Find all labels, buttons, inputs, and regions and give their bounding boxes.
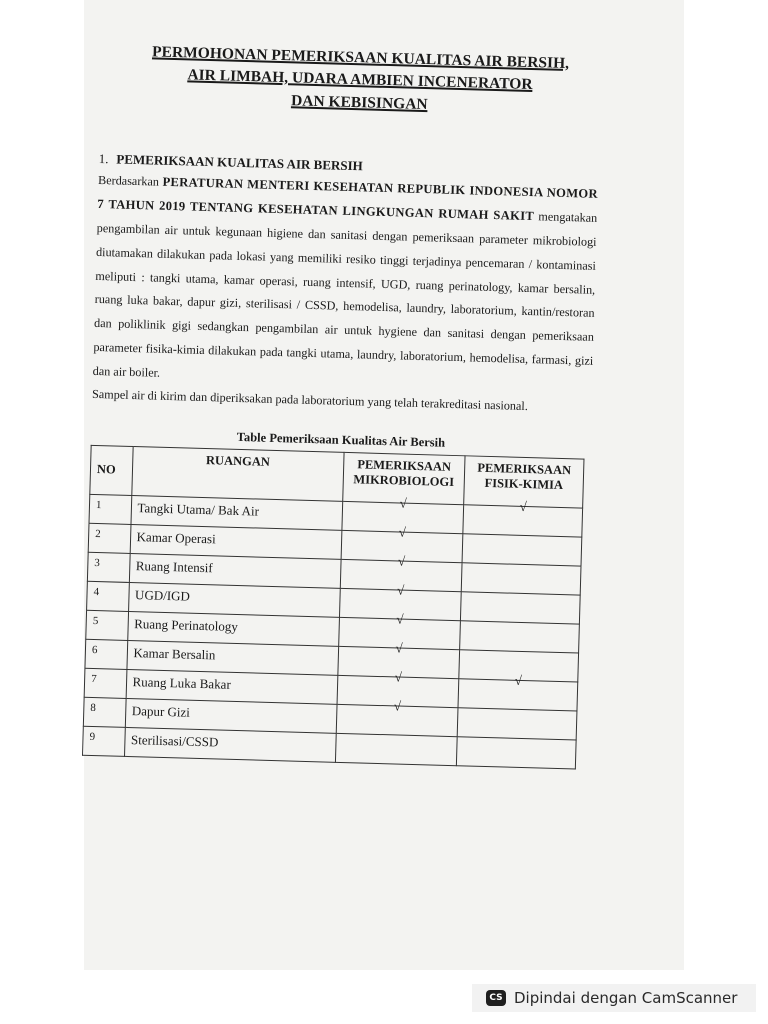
row-ruangan: Sterilisasi/CSSD <box>124 727 336 762</box>
check-mark-icon: √ <box>394 669 403 685</box>
document-content <box>82 40 602 769</box>
watermark-text: Dipindai dengan CamScanner <box>514 989 738 1007</box>
cell-fisik-kimia <box>463 498 583 536</box>
paragraph-intro: Berdasarkan <box>97 173 160 190</box>
cell-fisik-kimia <box>461 591 581 623</box>
title-line-1: PERMOHONAN PEMERIKSAAN KUALITAS AIR BERSIH, <box>151 43 570 73</box>
water-quality-table <box>82 444 584 769</box>
check-mark-icon: √ <box>395 640 403 656</box>
check-mark-icon: √ <box>398 524 407 540</box>
row-ruangan: Kamar Operasi <box>130 524 342 559</box>
check-mark-icon: √ <box>519 498 527 514</box>
row-ruangan: UGD/IGD <box>128 582 340 617</box>
row-number: 6 <box>85 639 127 669</box>
header-ruangan: RUANGAN <box>131 446 344 501</box>
title-line-3: DAN KEBISINGAN <box>290 92 428 114</box>
table-caption: Table Pemeriksaan Kualitas Air Bersih <box>236 429 446 450</box>
row-number: 7 <box>84 668 126 698</box>
title-line-2: AIR LIMBAH, UDARA AMBIEN INCENERATOR <box>187 66 533 94</box>
row-number: 4 <box>87 581 129 611</box>
row-ruangan: Ruang Luka Bakar <box>126 669 338 704</box>
paragraph-body: mengatakan pengambilan air untuk kegunaan higiene dan sanitasi dengan pemeriksaan parameter mikrobiologi diutamakan dilakukan pada lokasi yang memiliki resiko tinggi terjadinya pencemaran / kontaminasi meliputi : tangki utama, kamar operasi, ruang intensif, UGD, ruang perinatology, kamar bersalin, ruang luka bakar, dapur gizi, sterilisasi / CSSD, hemodelisa, laundry, laboratorium, kantin/restoran dan poliklinik gigi sedangkan pengambilan air untuk hygiene dan sanitasi dengan pemeriksaan parameter fisika-kimia dilakukan pada tangki utama, laundry, laboratorium, hemodelisa, farmasi, gizi dan air boiler. <box>92 209 598 380</box>
header-fisik-kimia: PEMERIKSAAN FISIK-KIMIA <box>464 455 584 507</box>
row-number: 1 <box>89 494 131 524</box>
header-mikrobiologi: PEMERIKSAAN MIKROBIOLOGI <box>343 452 466 504</box>
scanned-page <box>84 0 684 970</box>
row-ruangan: Ruang Perinatology <box>127 611 339 646</box>
row-ruangan: Kamar Bersalin <box>126 640 338 675</box>
cell-fisik-kimia <box>462 533 582 565</box>
check-mark-icon: √ <box>393 697 402 714</box>
sample-note: Sampel air di kirim dan diperiksakan pada laboratorium yang telah terakreditasi nasional. <box>91 386 529 413</box>
regulation-reference: PERATURAN MENTERI KESEHATAN REPUBLIK INDONESIA NOMOR 7 TAHUN 2019 TENTANG KESEHATAN LINGKUNGAN RUMAH SAKIT <box>97 175 599 224</box>
header-no: NO <box>90 445 133 495</box>
row-number: 5 <box>86 610 128 640</box>
cell-fisik-kimia <box>460 620 580 652</box>
section-paragraph <box>92 169 598 397</box>
camscanner-watermark <box>472 984 756 1012</box>
row-number: 2 <box>88 523 130 553</box>
cell-fisik-kimia <box>456 736 576 768</box>
cell-mikrobiologi <box>335 733 457 765</box>
table-body <box>83 494 583 769</box>
cell-fisik-kimia <box>461 562 581 594</box>
check-mark-icon: √ <box>397 553 406 569</box>
row-ruangan: Tangki Utama/ Bak Air <box>131 495 343 530</box>
section-title: PEMERIKSAAN KUALITAS AIR BERSIH <box>116 151 363 174</box>
row-ruangan: Dapur Gizi <box>125 698 337 733</box>
cell-mikrobiologi <box>336 697 458 736</box>
cell-fisik-kimia <box>458 672 578 710</box>
row-number: 9 <box>83 726 125 756</box>
row-number: 3 <box>87 552 129 582</box>
row-ruangan: Ruang Intensif <box>129 553 341 588</box>
check-mark-icon: √ <box>396 611 404 627</box>
row-number: 8 <box>83 697 125 727</box>
section-number: 1. <box>98 151 109 167</box>
cell-fisik-kimia <box>457 707 577 739</box>
document-title <box>118 41 602 122</box>
check-mark-icon: √ <box>514 672 523 688</box>
check-mark-icon: √ <box>399 495 407 511</box>
check-mark-icon: √ <box>396 582 405 598</box>
camscanner-logo-icon: CS <box>486 990 506 1006</box>
